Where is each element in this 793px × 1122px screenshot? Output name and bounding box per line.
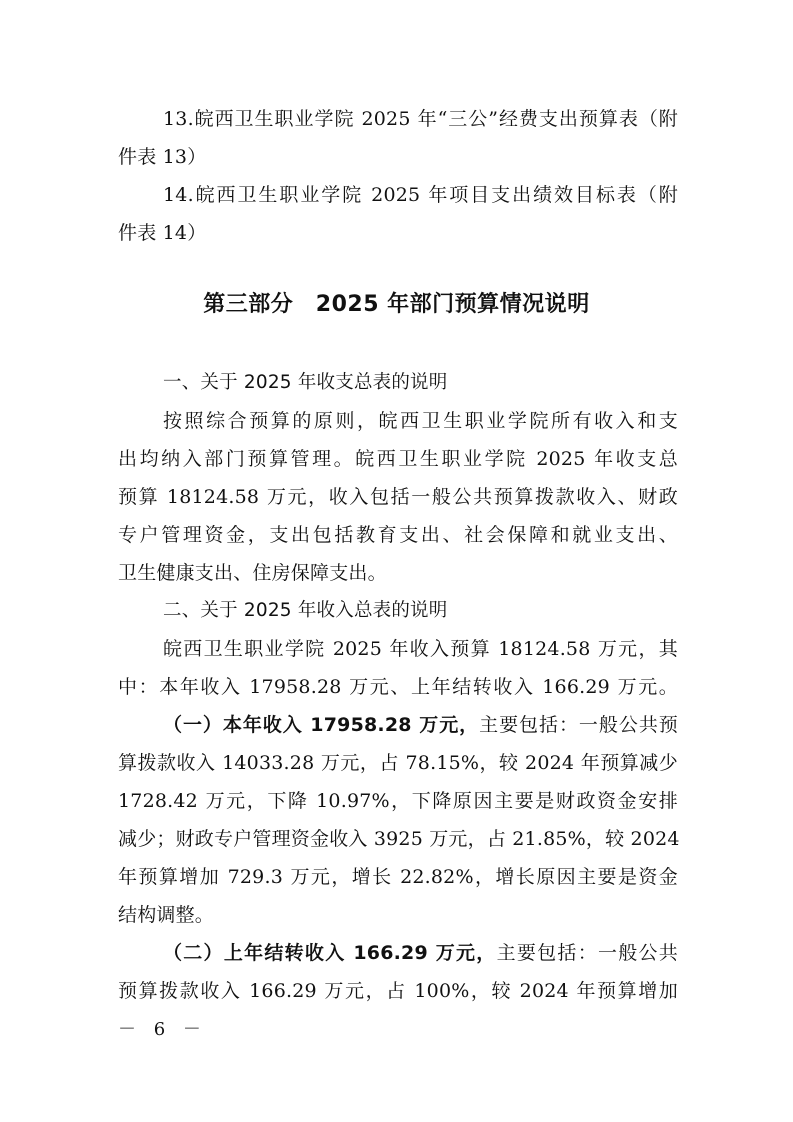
section1-para-line: 按照综合预算的原则，皖西卫生职业学院所有收入和支 [163, 410, 678, 432]
subsection2-line: 预算拨款收入 166.29 万元，占 100%，较 2024 年预算增加 [118, 980, 678, 1002]
section1-para-line: 出均纳入部门预算管理。皖西卫生职业学院 2025 年收支总 [118, 448, 678, 470]
subsection1-bold-lead: （一）本年收入 17958.28 万元， [163, 714, 480, 736]
subsection2-lead-rest: 主要包括：一般公共 [496, 942, 678, 964]
subsection1-line: 年预算增加 729.3 万元，增长 22.82%，增长原因主要是资金 [118, 866, 678, 888]
section1-para-line: 卫生健康支出、住房保障支出。 [118, 562, 387, 584]
section2-intro-line: 皖西卫生职业学院 2025 年收入预算 18124.58 万元，其 [163, 638, 678, 660]
section1-para-line: 预算 18124.58 万元，收入包括一般公共预算拨款收入、财政 [118, 486, 678, 508]
section2-intro-line: 中：本年收入 17958.28 万元、上年结转收入 166.29 万元。 [118, 676, 678, 698]
section1-heading: 一、关于 2025 年收支总表的说明 [163, 372, 448, 393]
subsection1-line: 1728.42 万元，下降 10.97%，下降原因主要是财政资金安排 [118, 790, 678, 812]
part-three-title: 第三部分 2025 年部门预算情况说明 [203, 292, 590, 317]
list-item-14-line1: 14.皖西卫生职业学院 2025 年项目支出绩效目标表（附 [163, 184, 678, 206]
list-item-13-line2: 件表 13） [118, 146, 207, 168]
subsection1-line: 减少；财政专户管理资金收入 3925 万元，占 21.85%，较 2024 [118, 828, 680, 850]
subsection1-line: 结构调整。 [118, 904, 215, 926]
subsection1-line: 算拨款收入 14033.28 万元，占 78.15%，较 2024 年预算减少 [118, 752, 678, 774]
page-number: － 6 － [118, 1019, 207, 1040]
subsection1-first-line [163, 712, 678, 738]
subsection2-first-line [163, 940, 678, 966]
subsection1-lead-rest: 主要包括：一般公共预 [479, 714, 678, 736]
subsection2-bold-lead: （二）上年结转收入 166.29 万元， [163, 942, 497, 964]
section1-para-line: 专户管理资金，支出包括教育支出、社会保障和就业支出、 [118, 524, 678, 546]
list-item-13-line1: 13.皖西卫生职业学院 2025 年“三公”经费支出预算表（附 [163, 108, 678, 130]
section2-heading: 二、关于 2025 年收入总表的说明 [163, 600, 448, 621]
list-item-14-line2: 件表 14） [118, 222, 207, 244]
